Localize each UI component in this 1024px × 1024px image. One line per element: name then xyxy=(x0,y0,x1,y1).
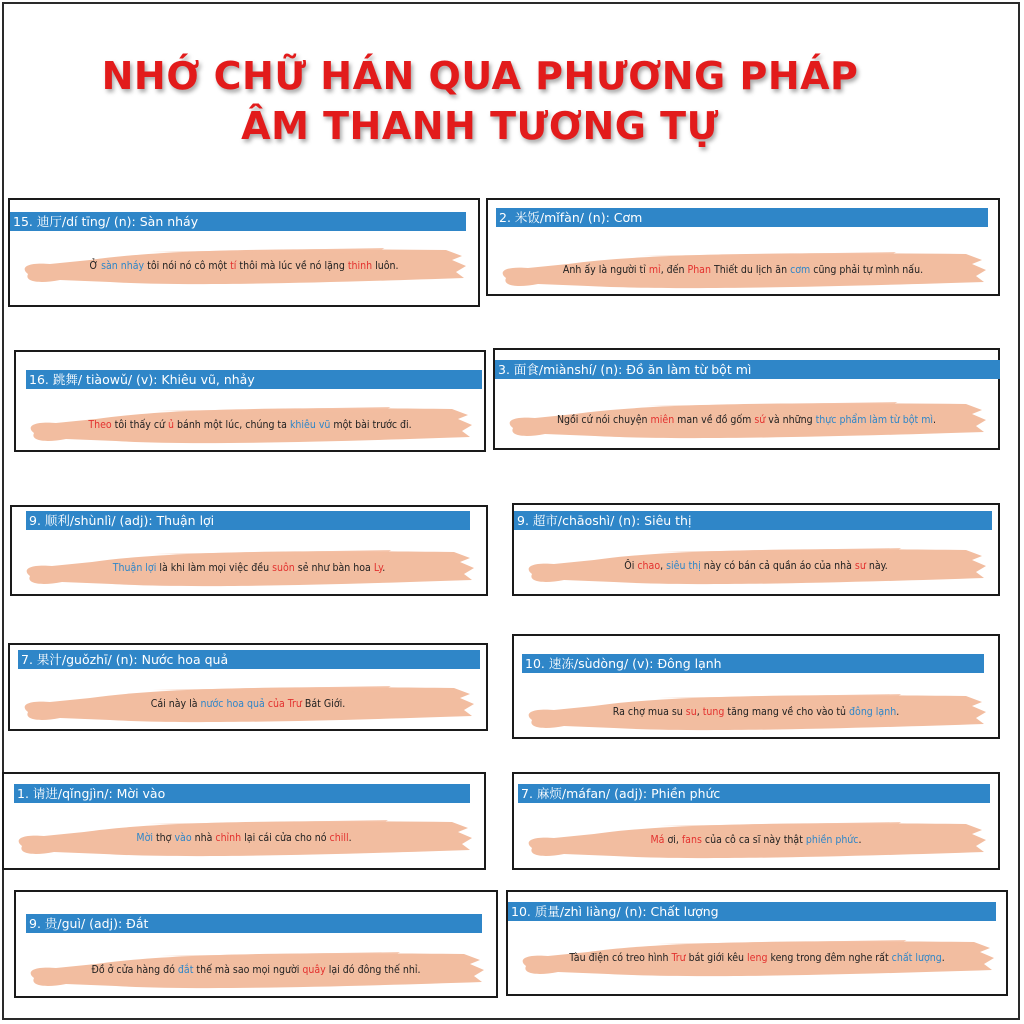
sentence-text: là khi làm mọi việc đều xyxy=(156,562,273,574)
sentence-text: thợ xyxy=(152,832,175,844)
example-sentence xyxy=(495,414,998,426)
meaning-word: đắt xyxy=(177,964,194,976)
vocab-header: 2. 米饭/mǐfàn/ (n): Cơm xyxy=(496,208,988,227)
meaning-word: siêu thị xyxy=(666,560,701,572)
sentence-text: cũng phải tự mình nấu. xyxy=(810,264,924,276)
vocab-header: 7. 麻烦/máfan/ (adj): Phiền phức xyxy=(518,784,990,803)
sentence-text: ơi, xyxy=(664,834,682,846)
sentence-text: Ra chợ mua su xyxy=(612,706,686,718)
meaning-word: phiền phức xyxy=(805,834,859,846)
sound-hint-word: ủ xyxy=(168,419,175,431)
meaning-word: thực phẩm làm từ bột mì xyxy=(815,414,934,426)
sentence-text: . xyxy=(896,706,900,718)
meaning-word: sàn nháy xyxy=(101,260,145,272)
vocab-header: 15. 迪厅/dí tīng/ (n): Sàn nháy xyxy=(10,212,466,231)
vocab-card xyxy=(486,198,1000,296)
sentence-text: , xyxy=(660,560,667,572)
sound-hint-word: sứ xyxy=(754,414,766,426)
sentence-text: . xyxy=(858,834,862,846)
vocab-header: 9. 顺利/shùnlì/ (adj): Thuận lợi xyxy=(26,511,470,530)
sentence-text: Tàu điện có treo hình xyxy=(569,952,672,964)
example-sentence xyxy=(514,834,998,846)
sentence-text: Ôi xyxy=(624,560,638,572)
vocab-card xyxy=(506,890,1008,996)
example-sentence xyxy=(514,560,998,572)
sentence-text: sẻ như bàn hoa xyxy=(294,562,374,574)
page-title-line-1: NHỚ CHỮ HÁN QUA PHƯƠNG PHÁP xyxy=(101,54,859,98)
sound-hint-word: quây xyxy=(302,964,326,976)
sound-hint-word: thinh xyxy=(347,260,373,272)
sentence-text: , xyxy=(696,706,703,718)
vocab-card xyxy=(2,772,486,870)
sound-hint-word: chỉnh xyxy=(215,832,242,844)
sound-hint-word: leng xyxy=(747,952,768,964)
example-sentence xyxy=(4,832,484,844)
example-sentence xyxy=(16,419,484,431)
sentence-text: lại đó đông thế nhỉ. xyxy=(325,964,421,976)
sentence-text: lại cái cửa cho nó xyxy=(241,832,330,844)
sentence-text: nhà xyxy=(191,832,216,844)
example-sentence xyxy=(488,264,998,276)
sentence-text: Đồ ở cửa hàng đó xyxy=(91,964,178,976)
example-sentence xyxy=(508,952,1006,964)
vocab-header: 9. 贵/guì/ (adj): Đắt xyxy=(26,914,482,933)
sound-hint-word: chao xyxy=(637,560,661,572)
sentence-text: man về đồ gốm xyxy=(674,414,755,426)
sentence-text: . xyxy=(933,414,937,426)
sentence-text: thôi mà lúc về nó lặng xyxy=(236,260,348,272)
sentence-text: này. xyxy=(865,560,888,572)
meaning-word: Mời xyxy=(136,832,153,844)
sound-hint-word: Má xyxy=(650,834,665,846)
sentence-text: thế mà sao mọi người xyxy=(193,964,303,976)
sentence-text: tăng mang về cho vào tủ xyxy=(724,706,850,718)
vocab-card xyxy=(14,350,486,452)
sentence-text: bát giới kêu xyxy=(685,952,748,964)
sentence-text: một bài trước đi. xyxy=(330,419,412,431)
sound-hint-word: tung xyxy=(702,706,725,718)
example-sentence xyxy=(16,964,496,976)
sentence-text: Ngồi cứ nói chuyện xyxy=(556,414,651,426)
sentence-text: . xyxy=(348,832,352,844)
vocab-card xyxy=(8,198,480,307)
sentence-text: keng trong đêm nghe rất xyxy=(767,952,892,964)
sentence-text: tôi nói nó cô một xyxy=(144,260,231,272)
example-sentence xyxy=(10,260,478,272)
sound-hint-word: sư xyxy=(854,560,866,572)
meaning-word: vào xyxy=(174,832,192,844)
sentence-text: Anh ấy là người tỉ xyxy=(562,264,649,276)
sentence-text: này có bán cả quần áo của nhà xyxy=(700,560,855,572)
sentence-text: của cô ca sĩ này thật xyxy=(701,834,806,846)
vocab-card xyxy=(512,503,1000,596)
vocab-card xyxy=(10,505,488,596)
vocab-header: 10. 速冻/sùdòng/ (v): Đông lạnh xyxy=(522,654,984,673)
sentence-text: tôi thấy cứ xyxy=(111,419,169,431)
sentence-text: Ở xyxy=(89,260,102,272)
meaning-word: nước hoa quả xyxy=(200,698,265,710)
sound-hint-word: miên xyxy=(650,414,675,426)
vocab-header: 9. 超市/chāoshì/ (n): Siêu thị xyxy=(514,511,992,530)
sound-hint-word: Trư xyxy=(671,952,686,964)
sound-hint-word: chill xyxy=(329,832,349,844)
vocab-header: 1. 请进/qǐngjìn/: Mời vào xyxy=(14,784,470,803)
sound-hint-word: mỉ xyxy=(648,264,661,276)
vocab-card xyxy=(512,634,1000,739)
example-sentence xyxy=(12,562,486,574)
sound-hint-word: Ly xyxy=(373,562,383,574)
meaning-word: khiêu vũ xyxy=(289,419,331,431)
meaning-word: Thuận lợi xyxy=(112,562,157,574)
meaning-word: chất lượng xyxy=(891,952,942,964)
sound-hint-word: của Trư xyxy=(267,698,302,710)
sound-hint-word: fans xyxy=(681,834,702,846)
example-sentence xyxy=(514,706,998,718)
sound-hint-word: suôn xyxy=(272,562,295,574)
sentence-text: Cái này là xyxy=(150,698,201,710)
vocab-card xyxy=(14,890,498,998)
sentence-text: Thiết du lịch ăn xyxy=(710,264,791,276)
sound-hint-word: Phan xyxy=(687,264,711,276)
meaning-word: cơm xyxy=(790,264,811,276)
vocab-header: 3. 面食/miànshí/ (n): Đồ ăn làm từ bột mì xyxy=(495,360,1000,379)
vocab-card xyxy=(512,772,1000,870)
sentence-text: . xyxy=(941,952,945,964)
sentence-text: và những xyxy=(765,414,816,426)
vocab-card xyxy=(8,643,488,731)
vocab-header: 10. 质量/zhì liàng/ (n): Chất lượng xyxy=(508,902,996,921)
sentence-text: . xyxy=(382,562,386,574)
sentence-text: Bát Giới. xyxy=(301,698,346,710)
sentence-text: luôn. xyxy=(372,260,399,272)
vocab-header: 7. 果汁/guǒzhī/ (n): Nước hoa quả xyxy=(18,650,480,669)
sound-hint-word: Theo xyxy=(88,419,112,431)
vocab-header: 16. 跳舞/ tiàowǔ/ (v): Khiêu vũ, nhảy xyxy=(26,370,482,389)
vocab-card xyxy=(493,348,1000,450)
sound-hint-word: tí xyxy=(230,260,237,272)
sound-hint-word: su xyxy=(685,706,697,718)
example-sentence xyxy=(10,698,486,710)
sentence-text: bánh một lúc, chúng ta xyxy=(174,419,290,431)
meaning-word: đông lạnh xyxy=(849,706,897,718)
sentence-text: , đến xyxy=(660,264,688,276)
page-title-line-2: ÂM THANH TƯƠNG TỰ xyxy=(241,104,719,148)
